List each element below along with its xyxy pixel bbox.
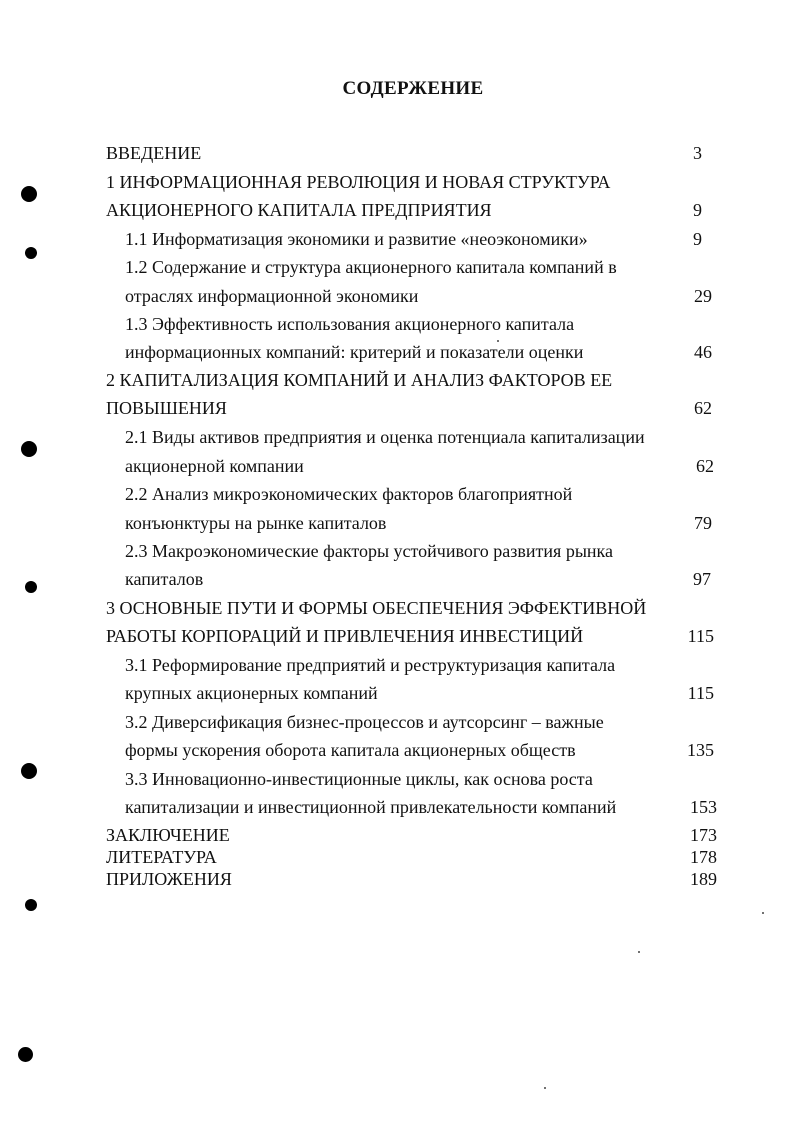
- toc-entry-conclusion: ЗАКЛЮЧЕНИЕ: [106, 825, 230, 845]
- toc-entry-section-1-2: 1.2 Содержание и структура акционерного капитала компаний в: [125, 257, 617, 277]
- toc-entry-section-3-1-line-2: крупных акционерных компаний: [125, 683, 378, 703]
- punch-hole: [21, 441, 37, 457]
- toc-entry-appendices: ПРИЛОЖЕНИЯ: [106, 869, 232, 889]
- scan-speck: [544, 1087, 546, 1089]
- toc-page-number: 46: [694, 342, 712, 362]
- scan-speck: [638, 951, 640, 953]
- toc-page-number: 115: [687, 626, 714, 646]
- toc-entry-chapter-1: 1 ИНФОРМАЦИОННАЯ РЕВОЛЮЦИЯ И НОВАЯ СТРУКТУРА: [106, 172, 611, 192]
- toc-page-number: 135: [687, 740, 714, 760]
- toc-page-number: 29: [694, 286, 712, 306]
- toc-page-number: 3: [693, 143, 702, 163]
- scan-speck: [497, 340, 499, 342]
- toc-entry-section-2-3: 2.3 Макроэкономические факторы устойчивого развития рынка: [125, 541, 614, 561]
- toc-entry-section-1-1: 1.1 Информатизация экономики и развитие «неоэкономики»: [125, 229, 588, 249]
- toc-entry-section-3-1: 3.1 Реформирование предприятий и реструктуризация капитала: [125, 655, 616, 675]
- toc-entry-chapter-3-line-2: РАБОТЫ КОРПОРАЦИЙ И ПРИВЛЕЧЕНИЯ ИНВЕСТИЦИЙ: [106, 626, 584, 646]
- page-title: СОДЕРЖЕНИЕ: [342, 78, 484, 99]
- toc-entry-section-2-1: 2.1 Виды активов предприятия и оценка потенциала капитализации: [125, 427, 645, 447]
- punch-hole: [21, 763, 37, 779]
- toc-page-number: 62: [694, 398, 712, 418]
- toc-entry-section-2-1-line-2: акционерной компании: [125, 456, 304, 476]
- toc-page-number: 189: [690, 869, 717, 889]
- toc-entry-section-3-2-line-2: формы ускорения оборота капитала акционерных обществ: [125, 740, 576, 760]
- toc-entry-section-2-3-line-2: капиталов: [125, 569, 204, 589]
- toc-entry-chapter-2: 2 КАПИТАЛИЗАЦИЯ КОМПАНИЙ И АНАЛИЗ ФАКТОРОВ ЕЕ: [106, 370, 613, 390]
- toc-entry-section-2-2-line-2: конъюнктуры на рынке капиталов: [125, 513, 387, 533]
- toc-page-number: 178: [690, 847, 717, 867]
- toc-entry-chapter-3: 3 ОСНОВНЫЕ ПУТИ И ФОРМЫ ОБЕСПЕЧЕНИЯ ЭФФЕКТИВНОЙ: [106, 598, 647, 618]
- toc-page-number: 115: [687, 683, 714, 703]
- toc-entry-section-1-3-line-2: информационных компаний: критерий и показатели оценки: [125, 342, 584, 362]
- punch-hole: [25, 899, 37, 911]
- toc-page-number: 62: [696, 456, 714, 476]
- toc-page-number: 97: [693, 569, 711, 589]
- toc-entry-section-2-2: 2.2 Анализ микроэкономических факторов благоприятной: [125, 484, 573, 504]
- toc-entry-literature: ЛИТЕРАТУРА: [106, 847, 217, 867]
- punch-hole: [18, 1047, 33, 1062]
- toc-entry-chapter-2-line-2: ПОВЫШЕНИЯ: [106, 398, 227, 418]
- toc-entry-section-1-2-line-2: отраслях информационной экономики: [125, 286, 419, 306]
- scan-speck: [762, 912, 764, 914]
- toc-entry-introduction: ВВЕДЕНИЕ: [106, 143, 202, 163]
- toc-page-number: 173: [690, 825, 717, 845]
- punch-hole: [21, 186, 37, 202]
- punch-hole: [25, 581, 37, 593]
- toc-page-number: 9: [693, 229, 702, 249]
- toc-entry-section-1-3: 1.3 Эффективность использования акционерного капитала: [125, 314, 575, 334]
- toc-entry-section-3-2: 3.2 Диверсификация бизнес-процессов и аутсорсинг – важные: [125, 712, 604, 732]
- toc-page-number: 79: [694, 513, 712, 533]
- toc-page-number: 9: [693, 200, 702, 220]
- toc-entry-section-3-3: 3.3 Инновационно-инвестиционные циклы, как основа роста: [125, 769, 593, 789]
- toc-page-number: 153: [690, 797, 717, 817]
- toc-entry-chapter-1-line-2: АКЦИОНЕРНОГО КАПИТАЛА ПРЕДПРИЯТИЯ: [106, 200, 492, 220]
- punch-hole: [25, 247, 37, 259]
- toc-entry-section-3-3-line-2: капитализации и инвестиционной привлекательности компаний: [125, 797, 617, 817]
